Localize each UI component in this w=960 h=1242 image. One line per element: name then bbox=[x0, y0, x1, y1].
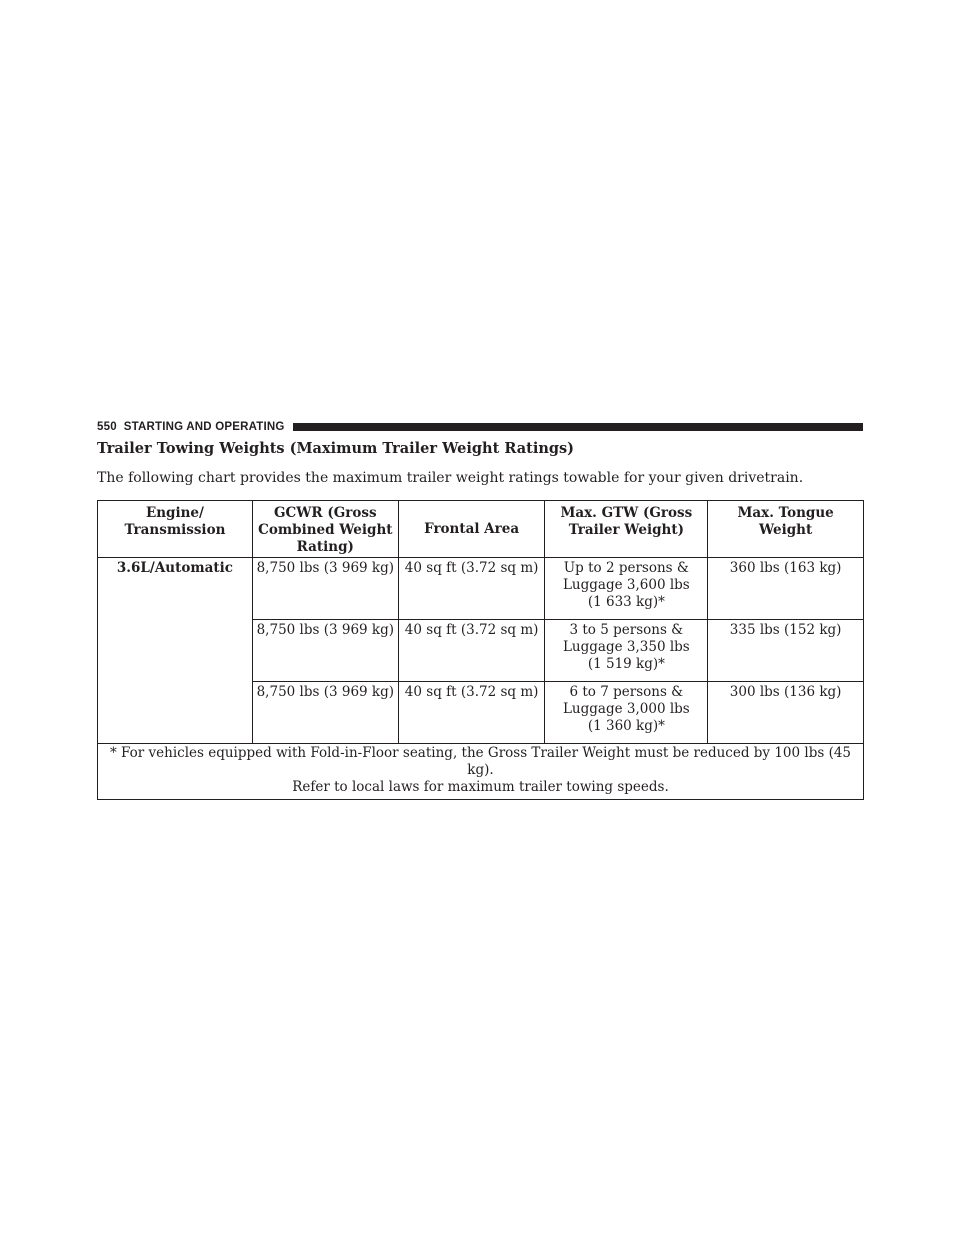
frontal-cell: 40 sq ft (3.72 sq m) bbox=[398, 620, 545, 682]
gcwr-cell: 8,750 lbs (3 969 kg) bbox=[252, 682, 398, 744]
page-number: 550 bbox=[97, 421, 117, 433]
section-title: STARTING AND OPERATING bbox=[123, 421, 285, 433]
intro-paragraph: The following chart provides the maximum trailer weight ratings towable for your given drivetrain. bbox=[97, 470, 804, 486]
section-heading: Trailer Towing Weights (Maximum Trailer Weight Ratings) bbox=[97, 440, 575, 457]
header-rule bbox=[293, 423, 863, 431]
page-header bbox=[97, 419, 863, 435]
tongue-cell: 300 lbs (136 kg) bbox=[708, 682, 864, 744]
table-header-row bbox=[98, 501, 864, 558]
engine-cell: 3.6L/Automatic bbox=[98, 558, 253, 744]
trailer-weights-table bbox=[97, 500, 864, 800]
header-gcwr: GCWR (Gross Combined Weight Rating) bbox=[252, 501, 398, 558]
gtw-cell: Up to 2 persons & Luggage 3,600 lbs (1 633 kg)* bbox=[545, 558, 708, 620]
header-max-gtw: Max. GTW (Gross Trailer Weight) bbox=[545, 501, 708, 558]
tongue-cell: 335 lbs (152 kg) bbox=[708, 620, 864, 682]
gcwr-cell: 8,750 lbs (3 969 kg) bbox=[252, 558, 398, 620]
gtw-cell: 6 to 7 persons & Luggage 3,000 lbs (1 360 kg)* bbox=[545, 682, 708, 744]
tongue-cell: 360 lbs (163 kg) bbox=[708, 558, 864, 620]
table-footnote: * For vehicles equipped with Fold-in-Floor seating, the Gross Trailer Weight must be reduced by 100 lbs (45 kg). Refer to local laws for maximum trailer towing speeds. bbox=[98, 744, 864, 800]
header-max-tongue: Max. Tongue Weight bbox=[708, 501, 864, 558]
header-engine: Engine/ Transmission bbox=[98, 501, 253, 558]
header-frontal-area: Frontal Area bbox=[398, 501, 545, 558]
gtw-cell: 3 to 5 persons & Luggage 3,350 lbs (1 519 kg)* bbox=[545, 620, 708, 682]
gcwr-cell: 8,750 lbs (3 969 kg) bbox=[252, 620, 398, 682]
table-note-row bbox=[98, 744, 864, 800]
table-row bbox=[98, 558, 864, 620]
frontal-cell: 40 sq ft (3.72 sq m) bbox=[398, 558, 545, 620]
frontal-cell: 40 sq ft (3.72 sq m) bbox=[398, 682, 545, 744]
